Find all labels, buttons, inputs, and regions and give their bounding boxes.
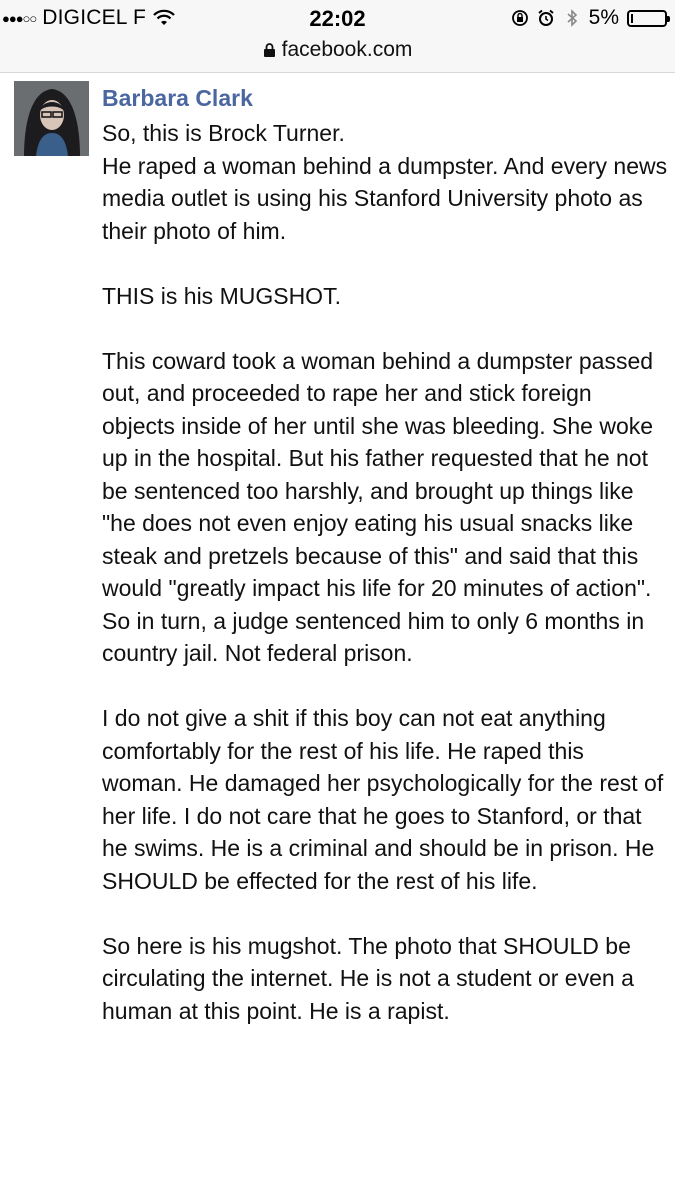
post-body — [102, 117, 668, 1060]
post-paragraph: So here is his mugshot. The photo that SHOULD be circulating the internet. He is not a student or even a human at this point. He is a rapist. — [102, 932, 634, 1024]
lock-icon — [263, 42, 276, 58]
author-name-link[interactable]: Barbara Clark — [102, 85, 253, 111]
url-text[interactable]: facebook.com — [281, 38, 413, 61]
alarm-icon — [537, 9, 555, 27]
author-avatar[interactable] — [14, 81, 89, 156]
post-paragraph: THIS is his MUGSHOT. — [102, 282, 341, 309]
signal-strength-icon: ●●●○○ — [2, 10, 37, 26]
avatar-image — [14, 81, 89, 156]
rotation-lock-icon — [511, 9, 529, 27]
battery-percent: 5% — [588, 6, 619, 29]
bluetooth-icon — [563, 9, 581, 27]
post-paragraph: This coward took a woman behind a dumpster passed out, and proceeded to rape her and stick foreign objects inside of her until she was bleeding. She woke up in the hospital. But his father requested that he not be sentenced too harshly, and brought up things like "he does not even enjoy eating his usual snacks like steak and pretzels because of this" and said that this would "greatly impact his life for 20 minutes of action". So in turn, a judge sentenced him to only 6 months in country jail. Not federal prison. — [102, 347, 654, 666]
battery-icon — [627, 10, 667, 27]
status-bar — [0, 0, 675, 73]
status-icons — [511, 6, 667, 30]
battery-level — [631, 14, 633, 23]
post-paragraph: So, this is Brock Turner. He raped a woman behind a dumpster. And every news media outlet is using his Stanford University photo as their photo of him. — [102, 120, 668, 244]
carrier-name: DIGICEL F — [42, 6, 146, 29]
post-paragraph: I do not give a shit if this boy can not eat anything comfortably for the rest of his life. He raped this woman. He damaged her psychologically for the rest of her life. I do not care that he goes to Stanford, or that he swims. He is a criminal and should be in prison. He SHOULD be effected for the rest of his life. — [102, 705, 664, 894]
address-bar[interactable] — [0, 38, 675, 62]
clock-time: 22:02 — [309, 6, 366, 31]
